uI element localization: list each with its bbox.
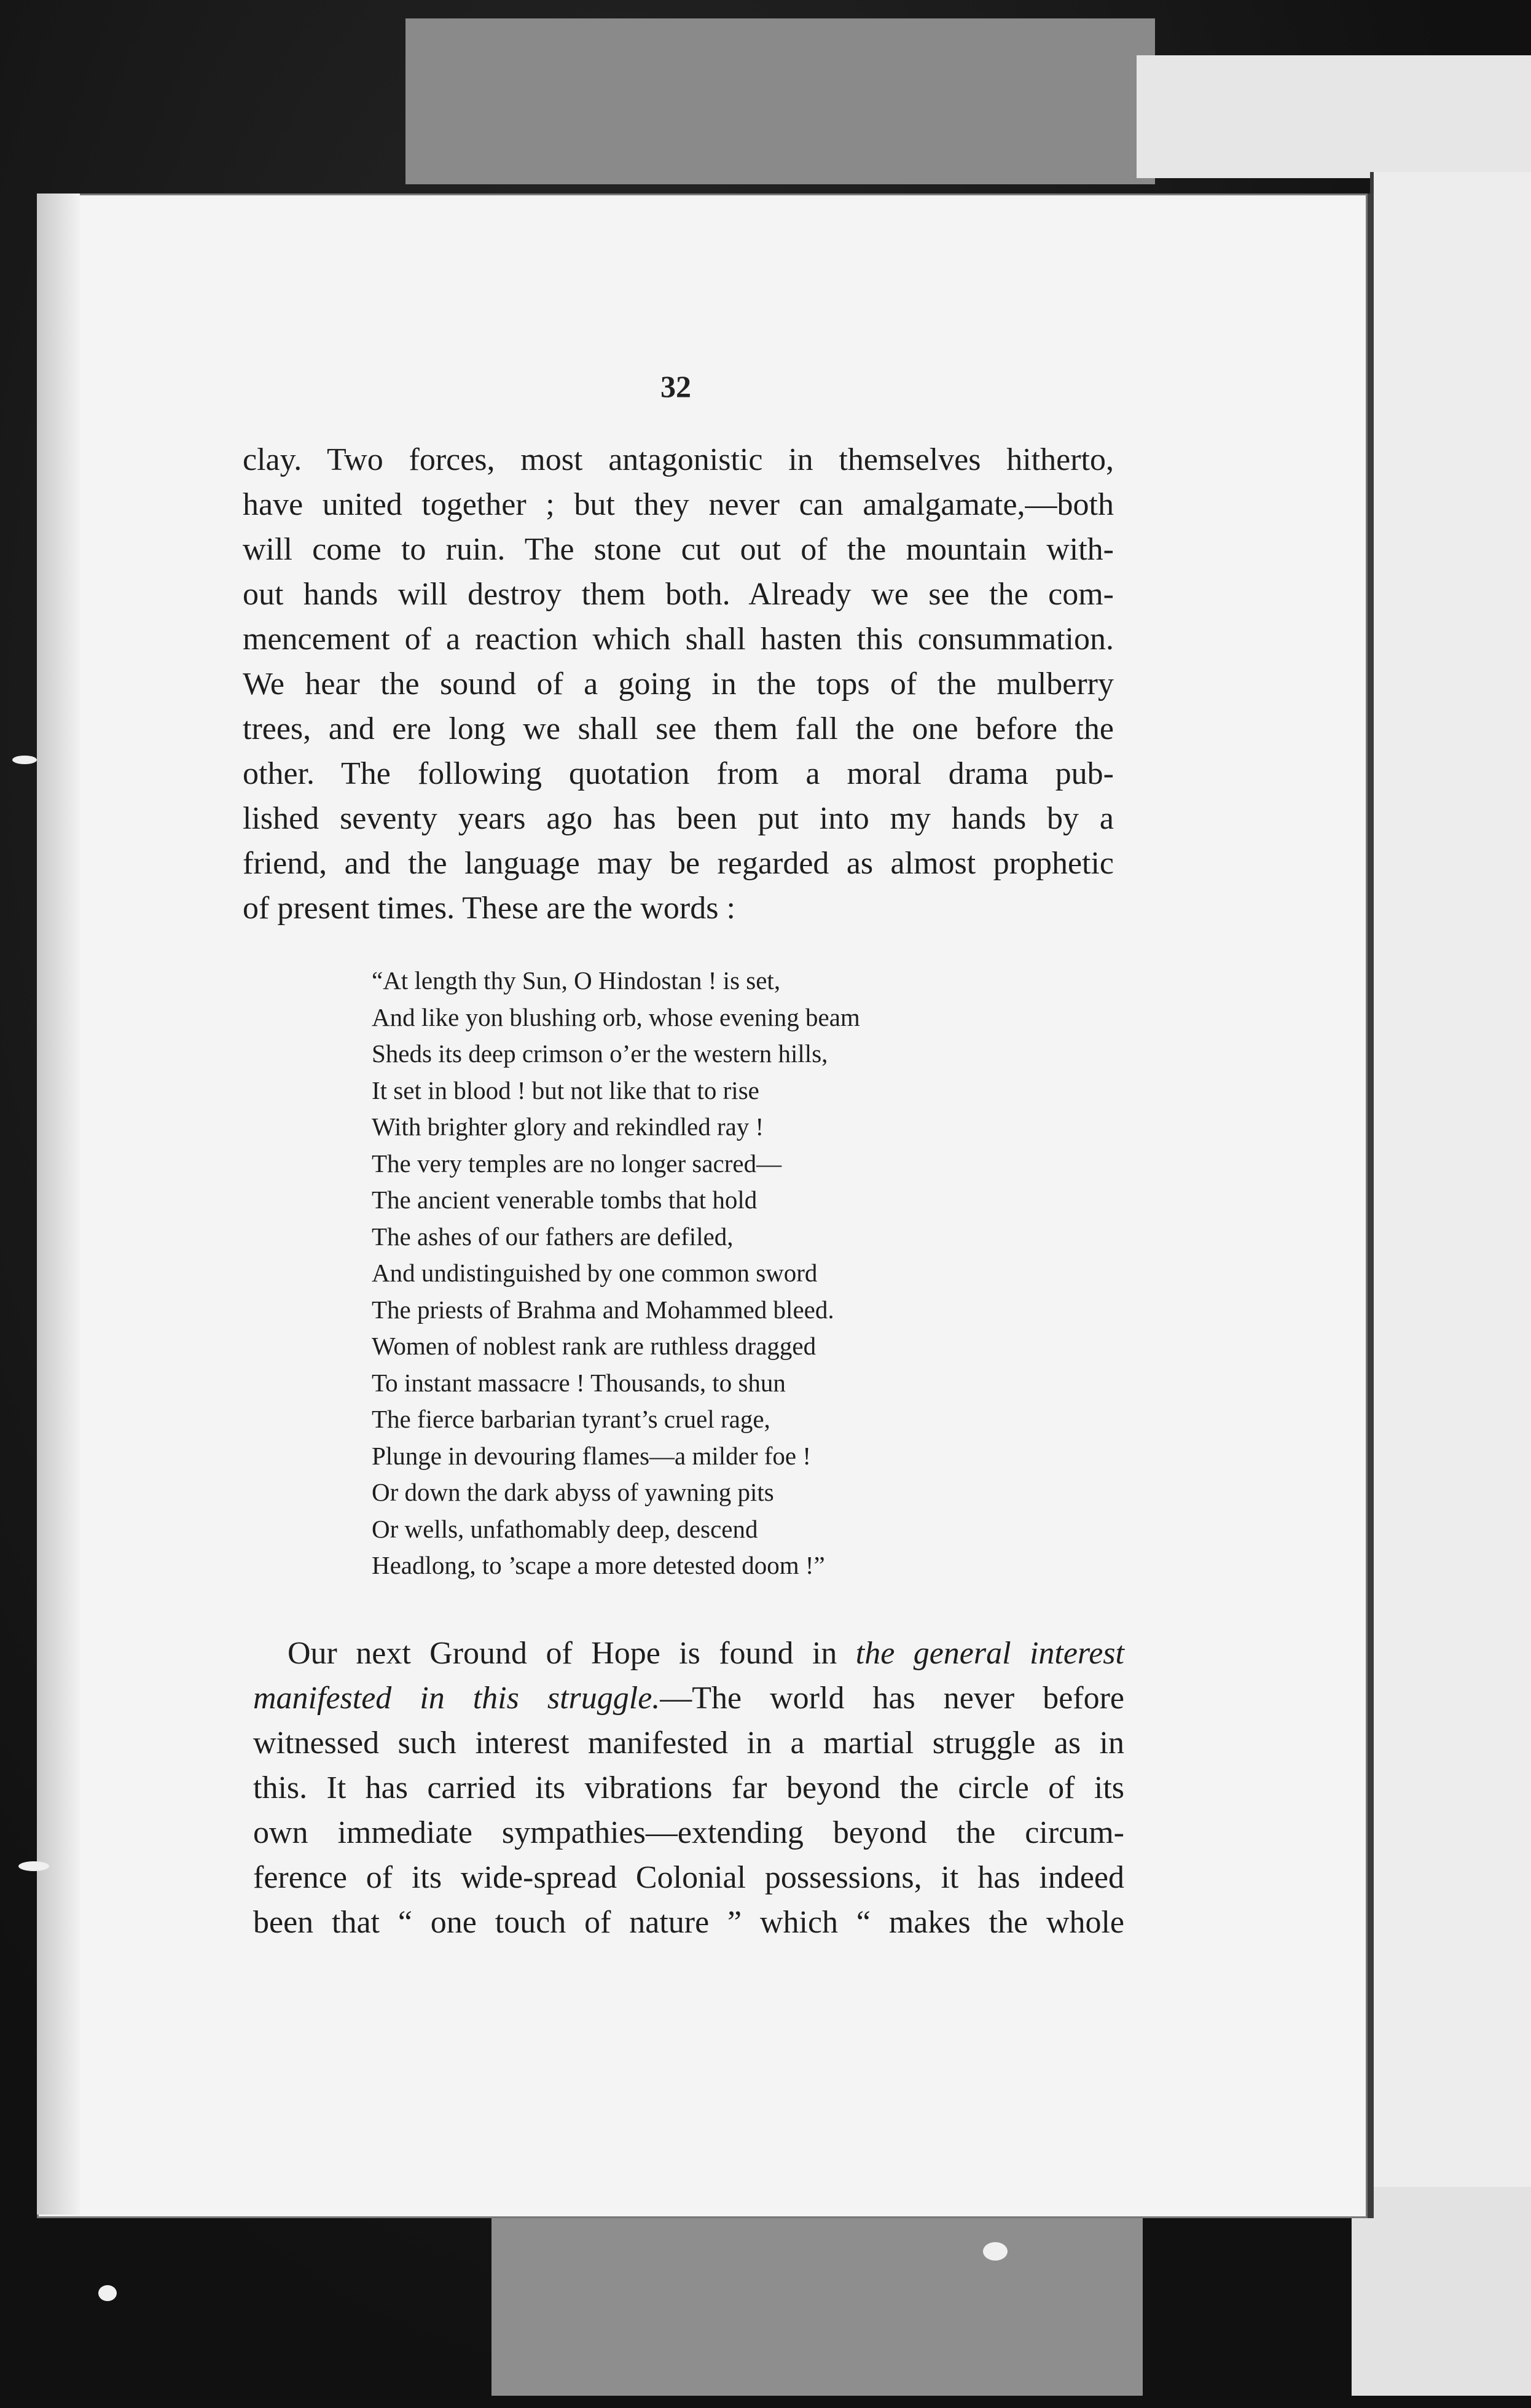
verse-quotation xyxy=(372,963,1047,1584)
verse-line: The ancient venerable tombs that hold xyxy=(372,1186,758,1214)
text-line: witnessed such interest manifested in a martial struggle as in xyxy=(253,1726,1124,1761)
verse-line: Or wells, unfathomably deep, descend xyxy=(372,1514,758,1543)
scan-speck xyxy=(12,756,37,764)
scan-speck xyxy=(983,2242,1008,2261)
text-line: lished seventy years ago has been put into my hands by a xyxy=(243,801,1114,836)
verse-line: With brighter glory and rekindled ray ! xyxy=(372,1112,764,1141)
verse-line: Women of noblest rank are ruthless dragged xyxy=(372,1332,816,1360)
text-line: friend, and the language may be regarded as almost prophetic xyxy=(243,846,1114,881)
paragraph-2 xyxy=(253,1631,1124,1945)
scan-speck xyxy=(18,1861,49,1871)
text-line: other. The following quotation from a moral drama pub- xyxy=(243,756,1114,791)
text-line: this. It has carried its vibrations far beyond the circle of its xyxy=(253,1770,1124,1805)
text-line: of present times. These are the words : xyxy=(243,891,735,926)
verse-line: “At length thy Sun, O Hindostan ! is set, xyxy=(372,966,781,995)
verse-line: Or down the dark abyss of yawning pits xyxy=(372,1478,774,1506)
verse-line: It set in blood ! but not like that to rise xyxy=(372,1076,759,1104)
text-line: trees, and ere long we shall see them fall the one before the xyxy=(243,711,1114,746)
text-line: ference of its wide-spread Colonial possessions, it has indeed xyxy=(253,1860,1124,1895)
verse-line: To instant massacre ! Thousands, to shun xyxy=(372,1368,786,1397)
paragraph-1 xyxy=(243,437,1114,931)
text-line: been that “ one touch of nature ” which “ makes the whole xyxy=(253,1905,1124,1940)
binding-strip-bottom xyxy=(491,2211,1143,2396)
verse-line: The fierce barbarian tyrant’s cruel rage, xyxy=(372,1405,770,1433)
adjacent-page-top xyxy=(1137,55,1531,178)
verse-line: Headlong, to ’scape a more detested doom !” xyxy=(372,1551,825,1579)
verse-line: The priests of Brahma and Mohammed bleed. xyxy=(372,1295,834,1324)
text-line: own immediate sympathies—extending beyond the circum- xyxy=(253,1815,1124,1850)
italic-text: the general interest xyxy=(855,1636,1124,1671)
text-line: clay. Two forces, most antagonistic in themselves hitherto, xyxy=(243,442,1114,477)
verse-line: Plunge in devouring flames—a milder foe ! xyxy=(372,1441,812,1470)
text-line: will come to ruin. The stone cut out of the mountain with- xyxy=(243,532,1114,567)
scan-speck xyxy=(98,2285,117,2301)
verse-line: And like yon blushing orb, whose evening beam xyxy=(372,1003,860,1031)
verse-line: And undistinguished by one common sword xyxy=(372,1259,818,1287)
text-line: out hands will destroy them both. Already we see the com- xyxy=(243,577,1114,612)
text-run: —The world has never before xyxy=(660,1681,1124,1716)
italic-text: manifested in this struggle. xyxy=(253,1681,660,1716)
page-gutter xyxy=(37,194,80,2214)
text-line xyxy=(253,1676,1124,1721)
binding-strip-top xyxy=(405,18,1155,184)
verse-line: The ashes of our fathers are defiled, xyxy=(372,1222,734,1251)
verse-line: The very temples are no longer sacred— xyxy=(372,1149,782,1178)
text-run: Our next Ground of Hope is found in xyxy=(288,1636,856,1671)
verse-line: Sheds its deep crimson o’er the western hills, xyxy=(372,1039,828,1068)
text-line: We hear the sound of a going in the tops of the mulberry xyxy=(243,666,1114,702)
text-line: have united together ; but they never can amalgamate,—both xyxy=(243,487,1114,522)
text-line: mencement of a reaction which shall hasten this consummation. xyxy=(243,622,1114,657)
text-line xyxy=(253,1631,1124,1676)
adjacent-page-bottom xyxy=(1352,2187,1531,2396)
page-number: 32 xyxy=(660,369,691,404)
adjacent-page xyxy=(1370,172,1531,2199)
